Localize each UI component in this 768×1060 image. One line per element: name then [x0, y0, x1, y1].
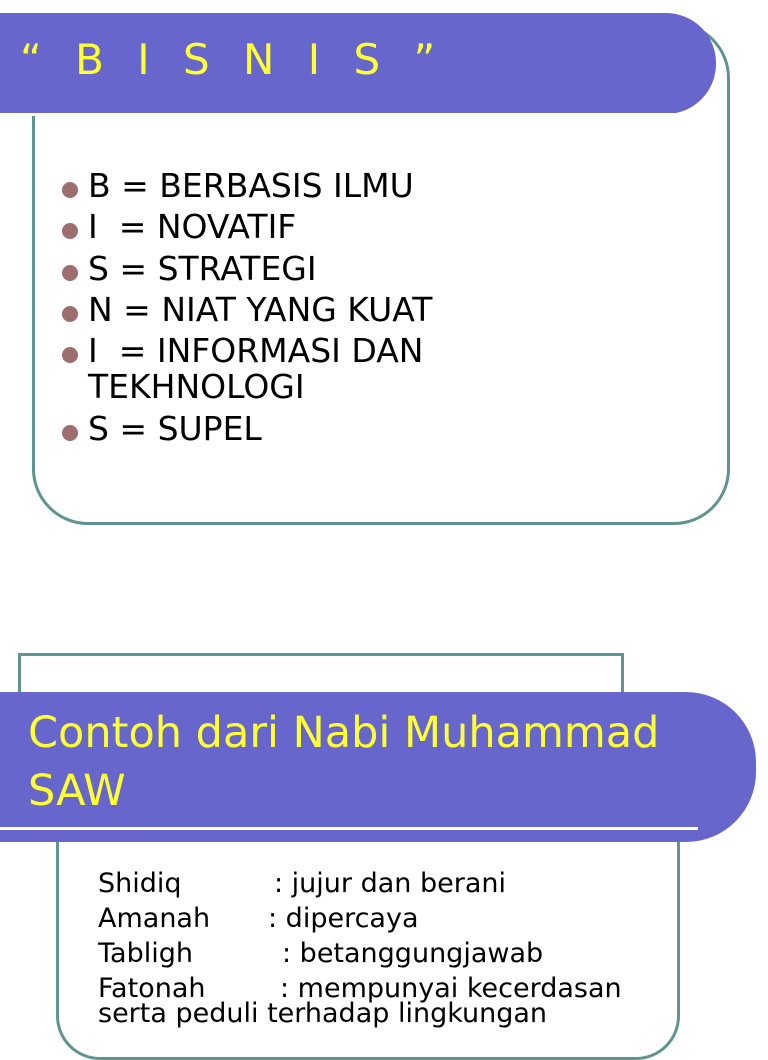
slide2-title-rule: [0, 827, 698, 830]
bullet-text: N = NIAT YANG KUAT: [88, 289, 433, 329]
bullet-dot-icon: [62, 425, 78, 441]
trait-name: Amanah: [98, 903, 211, 934]
bullet-item: [60, 168, 568, 204]
bullet-text: I = INFORMASI DAN TEKHNOLOGI: [88, 331, 424, 407]
bisnis-bullet-list: [60, 168, 568, 452]
trait-description: : mempunyai kecerdasan: [280, 973, 622, 1004]
bullet-item: [60, 289, 568, 329]
slide1-title-rule: [0, 113, 680, 116]
bullet-item: [60, 333, 568, 406]
bullet-text: S = STRATEGI: [88, 248, 317, 288]
bullet-dot-icon: [62, 265, 78, 281]
trait-continuation: serta peduli terhadap lingkungan: [98, 998, 548, 1029]
bullet-text: S = SUPEL: [88, 408, 262, 448]
bullet-item: [60, 209, 568, 245]
bullet-dot-icon: [62, 223, 78, 239]
bullet-item: [60, 408, 568, 448]
slide1-title-banner: [0, 13, 716, 114]
bullet-dot-icon: [62, 182, 78, 198]
slide1-title: “ B I S N I S ”: [20, 35, 446, 84]
bullet-dot-icon: [62, 347, 78, 363]
bullet-text: I = NOVATIF: [88, 207, 297, 247]
trait-description: : betanggungjawab: [282, 938, 544, 969]
slide2-title-banner: [0, 692, 756, 842]
trait-name: Shidiq: [98, 868, 182, 899]
trait-name: Tabligh: [98, 938, 193, 969]
trait-name: Fatonah: [98, 973, 206, 1004]
bullet-item: [60, 248, 568, 288]
bullet-text: B = BERBASIS ILMU: [88, 166, 414, 205]
trait-description: : jujur dan berani: [274, 868, 506, 899]
slide2-title: Contoh dari Nabi Muhammad SAW: [28, 708, 660, 816]
bullet-dot-icon: [62, 306, 78, 322]
trait-description: : dipercaya: [268, 903, 419, 934]
